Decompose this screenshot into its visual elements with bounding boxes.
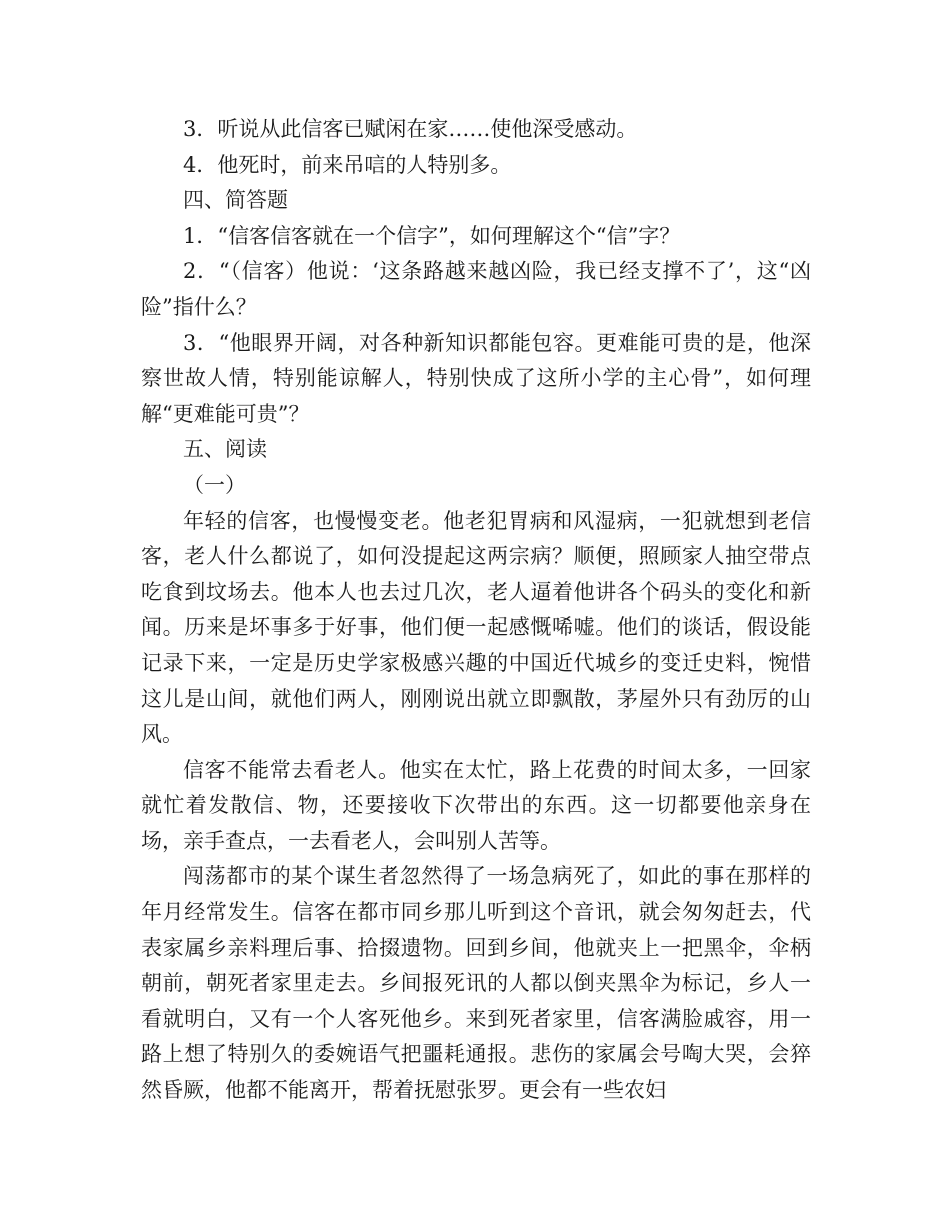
question-2: 2．“（信客）他说：‘这条路越来越凶险，我已经支撑不了’，这“凶险”指什么？ bbox=[141, 259, 811, 319]
reading-paragraph-3: 闯荡都市的某个谋生者忽然得了一场急病死了，如此的事在那样的年月经常发生。信客在都市同乡那儿听到这个音讯，就会匆匆赶去，代表家属乡亲料理后事、拾掇遗物。回到乡间，他就夹上一把黑伞，伞柄朝前，朝死者家里走去。乡间报死讯的人都以倒夹黑伞为标记，乡人一看就明白，又有一个人客死他乡。来到死者家里，信客满脸戚容，用一路上想了特别久的委婉语气把噩耗通报。悲伤的家属会号啕大哭，会猝然昏厥，他都不能离开，帮着抚慰张罗。更会有一些农妇 bbox=[141, 864, 811, 1103]
subsection-marker: （一） bbox=[183, 472, 246, 497]
question-3: 3．“他眼界开阔，对各种新知识都能包容。更难能可贵的是，他深察世故人情，特别能谅解人，特别快成了这所小学的主心骨”，如何理解“更难能可贵”？ bbox=[141, 330, 811, 426]
reading-paragraph-2: 信客不能常去看老人。他实在太忙，路上花费的时间太多，一回家就忙着发散信、物，还要接收下次带出的东西。这一切都要他亲身在场，亲手查点，一去看老人，会叫别人苦等。 bbox=[141, 757, 811, 853]
document-body bbox=[141, 112, 811, 1109]
section-heading-reading: 五、阅读 bbox=[183, 437, 267, 462]
question-1: 1．“信客信客就在一个信字”，如何理解这个“信”字？ bbox=[183, 223, 681, 248]
answer-item-4: 4．他死时，前来吊唁的人特别多。 bbox=[183, 152, 512, 177]
answer-item-3: 3．听说从此信客已赋闲在家……使他深受感动。 bbox=[183, 117, 638, 141]
section-heading-short-answer: 四、简答题 bbox=[183, 188, 288, 213]
reading-paragraph-1: 年轻的信客，也慢慢变老。他老犯胃病和风湿病，一犯就想到老信客，老人什么都说了，如何没提起这两宗病？顺便，照顾家人抽空带点吃食到坟场去。他本人也去过几次，老人逼着他讲各个码头的变化和新闻。历来是坏事多于好事，他们便一起感慨唏嘘。他们的谈话，假设能记录下来，一定是历史学家极感兴趣的中国近代城乡的变迁史料，惋惜这儿是山间，就他们两人，刚刚说出就立即飘散，茅屋外只有劲厉的山风。 bbox=[141, 508, 811, 747]
